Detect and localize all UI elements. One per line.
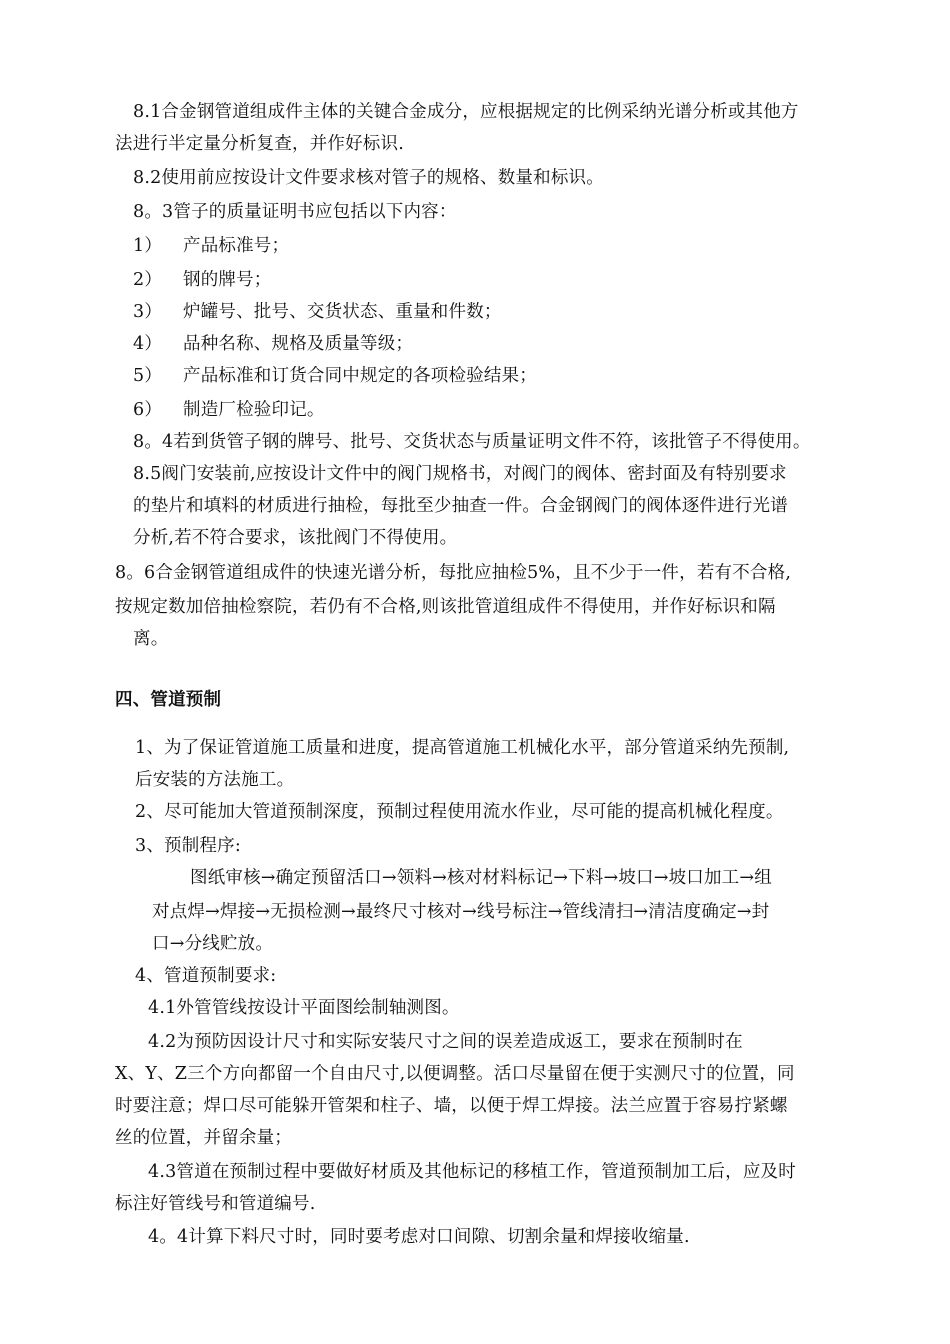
list-number: 4）	[133, 334, 163, 354]
section-heading: 四、管道预制	[115, 690, 222, 710]
para-8-5-line2: 的垫片和填料的材质进行抽检，每批至少抽查一件。合金钢阀门的阀体逐件进行光谱	[133, 496, 788, 516]
para-2: 2、尽可能加大管道预制深度，预制过程使用流水作业，尽可能的提高机械化程度。	[135, 802, 784, 822]
para-1-line1: 1、为了保证管道施工质量和进度，提高管道施工机械化水平，部分管道采纳先预制,	[135, 738, 790, 758]
para-4-2-line3: 时要注意；焊口尽可能躲开管架和柱子、墙，以便于焊工焊接。法兰应置于容易拧紧螺	[115, 1096, 788, 1116]
list-number: 3）	[133, 302, 163, 322]
list-number: 5）	[133, 366, 163, 386]
list-number: 1）	[133, 236, 163, 256]
para-4-1: 4.1外管管线按设计平面图绘制轴测图。	[148, 998, 460, 1018]
list-item	[133, 398, 325, 422]
list-number: 6）	[133, 400, 163, 420]
para-4-4: 4。4计算下料尺寸时，同时要考虑对口间隙、切割余量和焊接收缩量.	[148, 1227, 690, 1247]
flow-line2: 对点焊→焊接→无损检测→最终尺寸核对→线号标注→管线清扫→清洁度确定→封	[152, 902, 770, 922]
para-8-3: 8。3管子的质量证明书应包括以下内容：	[133, 202, 457, 222]
list-text: 钢的牌号；	[183, 270, 272, 290]
para-4-2-line4: 丝的位置，并留余量；	[115, 1128, 292, 1148]
para-4: 4、管道预制要求:	[135, 966, 277, 986]
list-text: 品种名称、规格及质量等级；	[183, 334, 414, 354]
list-number: 2）	[133, 270, 163, 290]
list-item	[133, 234, 289, 258]
para-8-1-line2: 法进行半定量分析复查，并作好标识.	[115, 134, 404, 154]
para-8-5-line3: 分析,若不符合要求，该批阀门不得使用。	[133, 528, 458, 548]
flow-line3: 口→分线贮放。	[152, 934, 274, 954]
para-8-5-line1: 8.5阀门安装前,应按设计文件中的阀门规格书，对阀门的阀体、密封面及有特别要求	[133, 464, 787, 484]
list-item	[133, 332, 413, 356]
para-4-2-line2: X、Y、Z三个方向都留一个自由尺寸,以便调整。活口尽量留在便于实测尺寸的位置，同	[115, 1064, 795, 1084]
para-8-2: 8.2使用前应按设计文件要求核对管子的规格、数量和标识。	[133, 168, 604, 188]
para-3: 3、预制程序:	[135, 836, 241, 856]
list-item	[133, 268, 272, 292]
list-item	[133, 364, 537, 388]
para-8-4: 8。4若到货管子钢的牌号、批号、交货状态与质量证明文件不符，该批管子不得使用。	[133, 432, 811, 452]
para-8-6-line2: 按规定数加倍抽检察院，若仍有不合格,则该批管道组成件不得使用，并作好标识和隔	[115, 597, 776, 617]
list-text: 制造厂检验印记。	[183, 400, 325, 420]
list-text: 炉罐号、批号、交货状态、重量和件数；	[183, 302, 502, 322]
para-4-3-line1: 4.3管道在预制过程中要做好材质及其他标记的移植工作，管道预制加工后，应及时	[148, 1162, 796, 1182]
para-4-3-line2: 标注好管线号和管道编号.	[115, 1194, 316, 1214]
para-1-line2: 后安装的方法施工。	[135, 770, 295, 790]
flow-line1: 图纸审核→确定预留活口→领料→核对材料标记→下料→坡口→坡口加工→组	[190, 868, 772, 888]
para-8-1-line1: 8.1合金钢管道组成件主体的关键合金成分，应根据规定的比例采纳光谱分析或其他方	[133, 102, 799, 122]
list-text: 产品标准号；	[183, 236, 290, 256]
para-4-2-line1: 4.2为预防因设计尺寸和实际安装尺寸之间的误差造成返工，要求在预制时在	[148, 1032, 743, 1052]
list-text: 产品标准和订货合同中规定的各项检验结果；	[183, 366, 537, 386]
para-8-6-line3: 离。	[133, 629, 169, 649]
para-8-6-line1: 8。6合金钢管道组成件的快速光谱分析，每批应抽检5%，且不少于一件，若有不合格,	[115, 563, 792, 583]
list-item	[133, 300, 502, 324]
